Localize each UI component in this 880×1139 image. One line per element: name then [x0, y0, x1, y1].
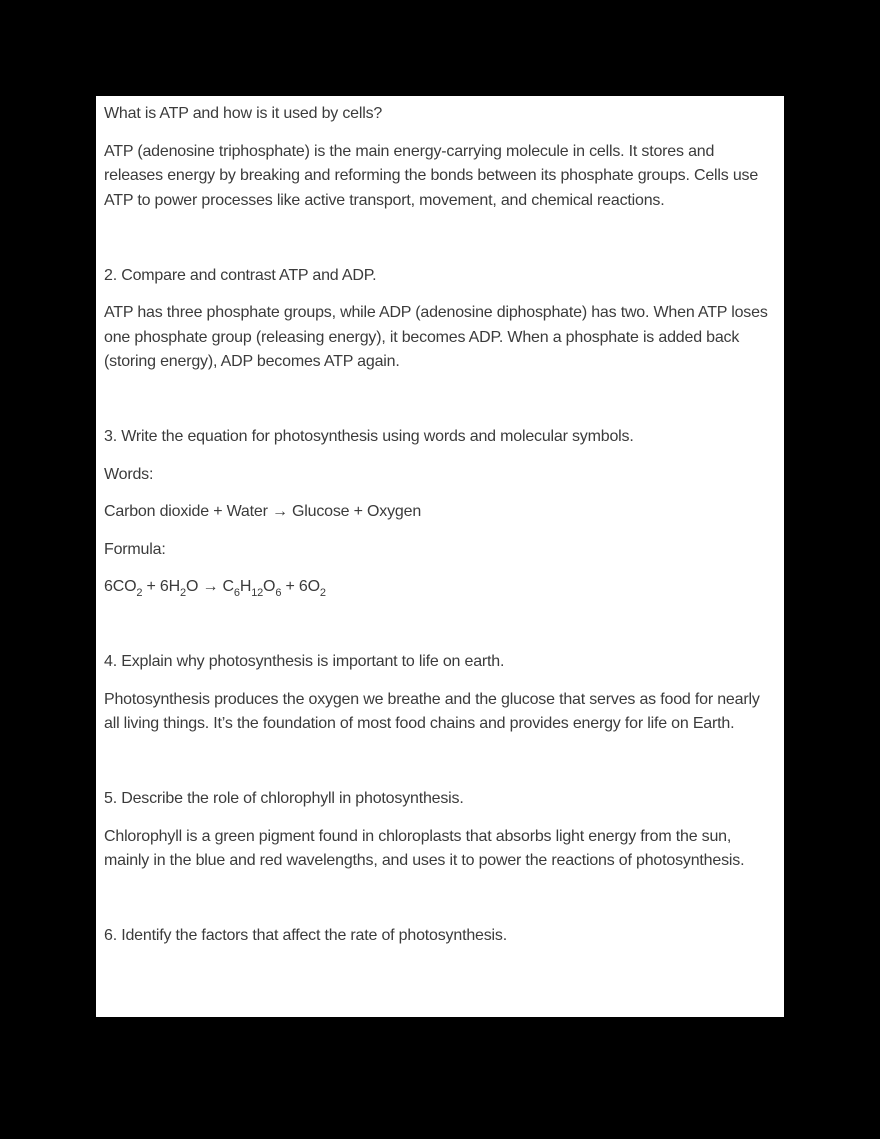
- question-text: 2. Compare and contrast ATP and ADP.: [104, 266, 377, 284]
- answer-text: Photosynthesis produces the oxygen we breathe and the glucose that serves as food for nearly all living things. It’s the foundation of most food chains and provides energy for life on Earth.: [104, 690, 760, 732]
- answer-text: ATP has three phosphate groups, while ADP (adenosine diphosphate) has two. When ATP loses one phosphate group (releasing energy), it becomes ADP. When a phosphate is added back (storing energy), ADP becomes ATP again.: [104, 304, 768, 370]
- formula-text-part: 6CO: [104, 578, 137, 595]
- section-gap: [104, 388, 775, 413]
- question-text: 4. Explain why photosynthesis is important to life on earth.: [104, 653, 505, 670]
- formula-subscript: 6: [275, 587, 282, 600]
- answer-words-label: Words:: [104, 465, 154, 483]
- question-text: 5. Describe the role of chlorophyll in photosynthesis.: [104, 790, 464, 807]
- qa-section: [104, 102, 775, 213]
- section-gap: [104, 226, 775, 251]
- formula-subscript: 12: [251, 587, 264, 600]
- formula-text-part: + 6O: [281, 578, 320, 595]
- question-text: What is ATP and how is it used by cells?: [104, 105, 383, 122]
- answer-text: ATP (adenosine triphosphate) is the main energy-carrying molecule in cells. It stores and releases energy by breaking and reforming the bonds between its phosphate groups. Cells use ATP to power processes like active transport, movement, and chemical reactions.: [104, 142, 759, 209]
- formula-text-part: O: [263, 578, 276, 595]
- chemical-formula: [104, 575, 775, 600]
- question-text: 3. Write the equation for photosynthesis using words and molecular symbols.: [104, 428, 634, 445]
- section-gap: [104, 887, 775, 912]
- answer-formula-label: Formula:: [104, 540, 166, 558]
- formula-subscript: 2: [319, 587, 326, 600]
- formula-subscript: 2: [180, 587, 186, 600]
- document-page: [96, 96, 784, 1017]
- formula-subscript: 6: [233, 587, 240, 600]
- section-gap: [104, 613, 775, 638]
- formula-subscript: 2: [136, 587, 143, 600]
- formula-text-part: + 6H: [142, 578, 180, 595]
- word-equation: Carbon dioxide + Water → Glucose + Oxygen: [104, 503, 422, 520]
- qa-section: [104, 264, 775, 375]
- section-gap: [104, 750, 775, 775]
- qa-section: [104, 425, 775, 600]
- formula-text-part: H: [239, 578, 252, 595]
- qa-section: [104, 787, 775, 874]
- question-text: 6. Identify the factors that affect the rate of photosynthesis.: [104, 927, 507, 944]
- qa-section: [104, 924, 775, 949]
- answer-text: Chlorophyll is a green pigment found in chloroplasts that absorbs light energy from the sun, mainly in the blue and red wavelengths, and uses it to power the reactions of photosynthesis.: [104, 827, 745, 869]
- qa-section: [104, 650, 775, 737]
- formula-text-part: O → C: [185, 578, 234, 595]
